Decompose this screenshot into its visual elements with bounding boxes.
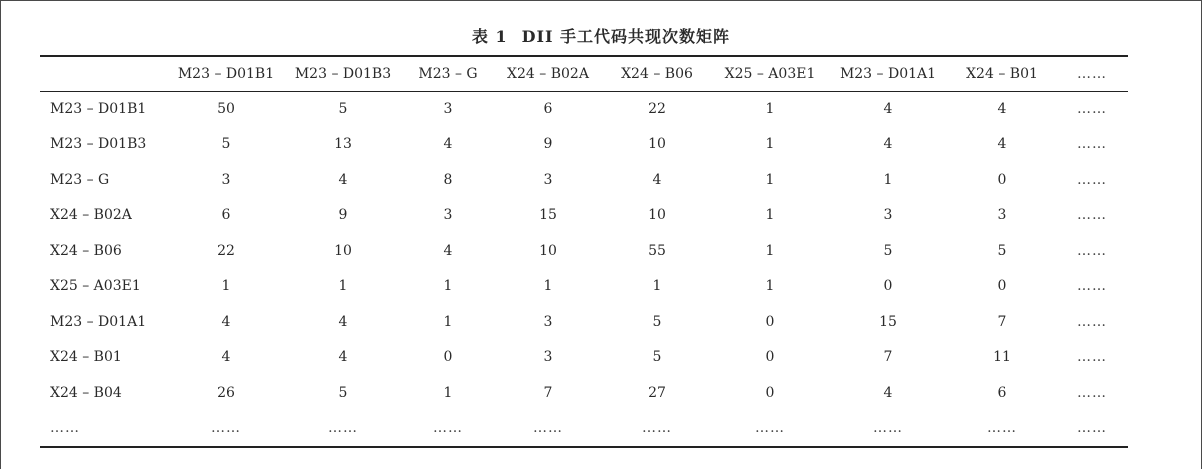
matrix-cell: …… (211, 420, 241, 437)
matrix-cell: 0 (765, 313, 775, 330)
matrix-cell: 10 (334, 242, 352, 259)
column-header: X24 – B02A (507, 66, 589, 82)
matrix-cell: 0 (997, 278, 1007, 295)
matrix-cell: …… (433, 420, 463, 437)
row-label: M23 – D01B3 (50, 136, 147, 153)
matrix-cell: 7 (543, 384, 553, 401)
matrix-cell: 0 (765, 349, 775, 366)
corner-cell (40, 57, 168, 91)
matrix-cell: 5 (652, 349, 662, 366)
matrix-cell: 1 (765, 207, 775, 224)
matrix-cell: 1 (543, 278, 553, 295)
matrix-cell: 5 (221, 136, 231, 153)
matrix-cell: 9 (543, 136, 553, 153)
matrix-cell: 50 (217, 100, 235, 117)
column-header: X24 – B06 (621, 66, 693, 82)
column-header: M23 – D01B3 (294, 66, 392, 82)
column-header: X25 – A03E1 (724, 66, 816, 82)
matrix-cell: 3 (883, 207, 893, 224)
matrix-cell: …… (328, 420, 358, 437)
matrix-cell: 7 (997, 313, 1007, 330)
matrix-cell: …… (1077, 384, 1107, 401)
matrix-cell: 1 (765, 242, 775, 259)
matrix-cell: 3 (443, 100, 453, 117)
matrix-cell: 6 (221, 207, 231, 224)
matrix-cell: 4 (652, 171, 662, 188)
matrix-cell: 5 (883, 242, 893, 259)
matrix-cell: 8 (443, 171, 453, 188)
table-row (40, 340, 1128, 376)
matrix-cell: 1 (443, 384, 453, 401)
column-header: X24 – B01 (966, 66, 1038, 82)
matrix-cell: 55 (648, 242, 666, 259)
matrix-cell: 1 (765, 171, 775, 188)
matrix-cell: …… (1077, 207, 1107, 224)
column-header: M23 – G (418, 66, 478, 82)
matrix-cell: 10 (539, 242, 557, 259)
row-label: …… (50, 420, 80, 437)
column-header: M23 – D01A1 (839, 66, 937, 82)
cooccurrence-matrix-table (40, 57, 1128, 446)
matrix-cell: 5 (652, 313, 662, 330)
row-label: M23 – D01B1 (50, 100, 147, 117)
matrix-cell: 1 (652, 278, 662, 295)
matrix-body (40, 91, 1128, 446)
row-label: X24 – B04 (50, 384, 122, 401)
matrix-cell: 3 (221, 171, 231, 188)
matrix-cell: 1 (883, 171, 893, 188)
matrix-cell: …… (873, 420, 903, 437)
matrix-cell: 0 (443, 349, 453, 366)
matrix-cell: 6 (543, 100, 553, 117)
row-label: M23 – G (50, 171, 110, 188)
matrix-cell: 5 (338, 100, 348, 117)
table-row (40, 233, 1128, 269)
matrix-cell: 1 (443, 313, 453, 330)
row-label: X24 – B01 (50, 349, 122, 366)
matrix-cell: …… (987, 420, 1017, 437)
header-row (40, 57, 1128, 91)
matrix-cell: …… (1077, 278, 1107, 295)
matrix-cell: 10 (648, 207, 666, 224)
matrix-cell: 11 (993, 349, 1011, 366)
table-row (40, 304, 1128, 340)
matrix-cell: 4 (443, 242, 453, 259)
matrix-cell: 22 (217, 242, 235, 259)
matrix-cell: 1 (338, 278, 348, 295)
matrix-cell: 4 (221, 349, 231, 366)
table-title: DII 手工代码共现次数矩阵 (521, 27, 731, 46)
matrix-cell: 15 (879, 313, 897, 330)
matrix-cell: 4 (338, 349, 348, 366)
matrix-cell: 22 (648, 100, 666, 117)
matrix-cell: 6 (997, 384, 1007, 401)
matrix-cell: 9 (338, 207, 348, 224)
matrix-cell: 4 (443, 136, 453, 153)
matrix-cell: 3 (997, 207, 1007, 224)
matrix-cell: 0 (997, 171, 1007, 188)
matrix-cell: 4 (883, 384, 893, 401)
matrix-cell: 4 (883, 100, 893, 117)
matrix-cell: …… (1077, 171, 1107, 188)
table-row (40, 269, 1128, 305)
matrix-cell: 4 (883, 136, 893, 153)
row-label: X24 – B06 (50, 242, 122, 259)
matrix-cell: 1 (221, 278, 231, 295)
matrix-cell: …… (1077, 242, 1107, 259)
column-header: …… (1077, 66, 1107, 82)
matrix-cell: 4 (338, 171, 348, 188)
matrix-cell: …… (642, 420, 672, 437)
matrix-cell: …… (1077, 100, 1107, 117)
matrix-cell: 5 (997, 242, 1007, 259)
matrix-cell: 27 (648, 384, 666, 401)
table-row (40, 162, 1128, 198)
matrix-cell: 4 (997, 136, 1007, 153)
matrix-cell: 26 (217, 384, 235, 401)
matrix-cell: 0 (883, 278, 893, 295)
row-label: X25 – A03E1 (50, 278, 141, 295)
table-row (40, 127, 1128, 163)
table-row (40, 375, 1128, 411)
matrix-cell: 3 (543, 313, 553, 330)
matrix-cell: 1 (765, 136, 775, 153)
table-row (40, 198, 1128, 234)
matrix-cell: …… (1077, 420, 1107, 437)
matrix-cell: …… (533, 420, 563, 437)
matrix-cell: …… (755, 420, 785, 437)
matrix-cell: …… (1077, 313, 1107, 330)
matrix-cell: …… (1077, 349, 1107, 366)
matrix-cell: 4 (221, 313, 231, 330)
table-row (40, 411, 1128, 447)
table-number: 表 1 (471, 27, 508, 46)
matrix-cell: 3 (543, 349, 553, 366)
matrix-cell: 10 (648, 136, 666, 153)
column-header: M23 – D01B1 (177, 66, 275, 82)
matrix-cell: 4 (338, 313, 348, 330)
matrix-cell: 1 (765, 278, 775, 295)
matrix-cell: 7 (883, 349, 893, 366)
bottom-rule (40, 446, 1128, 448)
table-row (40, 91, 1128, 127)
row-label: M23 – D01A1 (50, 313, 147, 330)
matrix-cell: 1 (443, 278, 453, 295)
table-caption (0, 24, 1202, 47)
matrix-cell: 4 (997, 100, 1007, 117)
matrix-cell: 1 (765, 100, 775, 117)
matrix-cell: 13 (334, 136, 352, 153)
matrix-cell: …… (1077, 136, 1107, 153)
matrix-cell: 0 (765, 384, 775, 401)
matrix-cell: 3 (543, 171, 553, 188)
matrix-cell: 3 (443, 207, 453, 224)
matrix-cell: 15 (539, 207, 557, 224)
row-label: X24 – B02A (50, 207, 132, 224)
matrix-cell: 5 (338, 384, 348, 401)
